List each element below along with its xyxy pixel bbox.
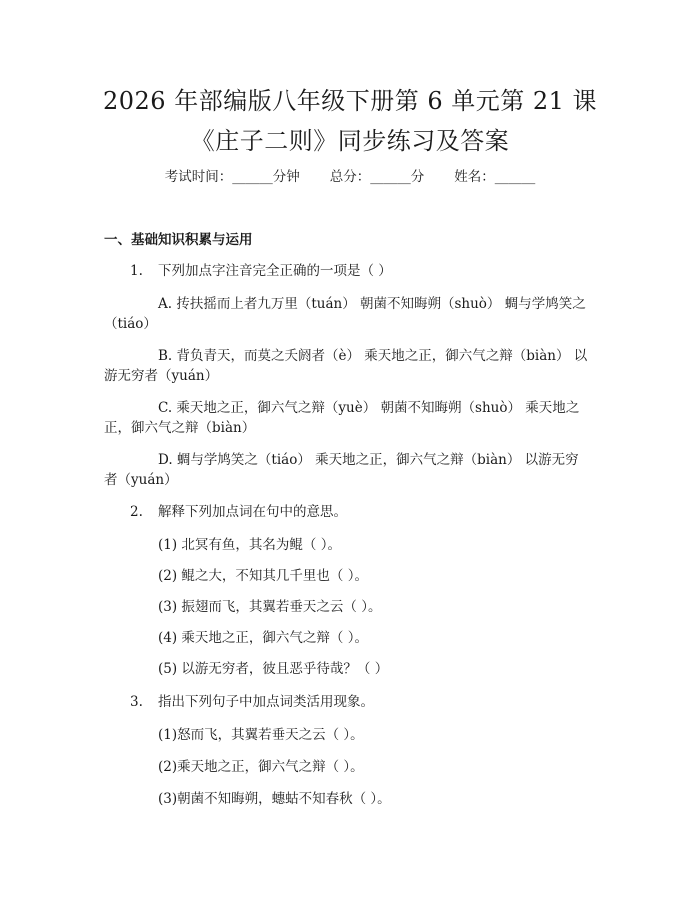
question-1-number: 1. (130, 263, 143, 279)
question-2-number: 2. (130, 504, 143, 520)
question-3-item-2: (2)乘天地之正，御六气之辩（ ）。 (158, 759, 364, 775)
question-1-option-c-line-2: 正，御六气之辩（biàn） (104, 420, 256, 436)
question-2-item-1: (1) 北冥有鱼，其名为鲲（ ）。 (158, 537, 341, 553)
question-2-item-5: (5) 以游无穷者，彼且恶乎待哉？（ ） (158, 661, 389, 677)
question-2-text: 解释下列加点词在句中的意思。 (158, 504, 347, 520)
student-name-field: 姓名：______ (454, 169, 536, 185)
question-2 (130, 502, 347, 522)
question-1-option-d-line-2: 者（yuán） (104, 472, 178, 488)
question-2-item-4: (4) 乘天地之正，御六气之辩（ ）。 (158, 630, 368, 646)
section-heading-1: 一、基础知识积累与运用 (104, 232, 253, 248)
question-1-option-b-line-1: B. 背负青天，而莫之夭阏者（è） 乘天地之正，御六气之辩（biàn） 以 (158, 348, 588, 364)
exam-meta (0, 166, 700, 188)
document-title-line-1: 2026 年部编版八年级下册第 6 单元第 21 课 (102, 87, 598, 115)
question-2-item-2: (2) 鲲之大，不知其几千里也（ ）。 (158, 568, 368, 584)
question-1-option-b-line-2: 游无穷者（yuán） (104, 368, 219, 384)
question-3-item-3: (3)朝菌不知晦朔，蟪蛄不知春秋（ ）。 (158, 791, 391, 807)
question-1-option-d-line-1: D. 蜩与学鸠笑之（tiáo） 乘天地之正，御六气之辩（biàn） 以游无穷 (158, 452, 579, 468)
question-1 (130, 261, 392, 281)
exam-time-field: 考试时间：______分钟 (164, 169, 300, 185)
question-1-option-a-line-1: A. 抟扶摇而上者九万里（tuán） 朝菌不知晦朔（shuò） 蜩与学鸠笑之 (158, 296, 586, 312)
total-score-field: 总分：______分 (329, 169, 425, 185)
question-1-option-c-line-1: C. 乘天地之正，御六气之辩（yuè） 朝菌不知晦朔（shuò） 乘天地之 (158, 400, 580, 416)
question-2-item-3: (3) 振翅而飞，其翼若垂天之云（ ）。 (158, 599, 382, 615)
question-3-item-1: (1)怒而飞，其翼若垂天之云（ ）。 (158, 727, 364, 743)
question-3-text: 指出下列句子中加点词类活用现象。 (158, 694, 374, 710)
question-1-option-a-line-2: （tiáo） (104, 316, 157, 332)
question-3-number: 3. (130, 694, 143, 710)
document-title-line-2: 《庄子二则》同步练习及答案 (190, 127, 510, 155)
question-3 (130, 692, 374, 712)
question-1-text: 下列加点字注音完全正确的一项是（ ） (158, 263, 392, 279)
